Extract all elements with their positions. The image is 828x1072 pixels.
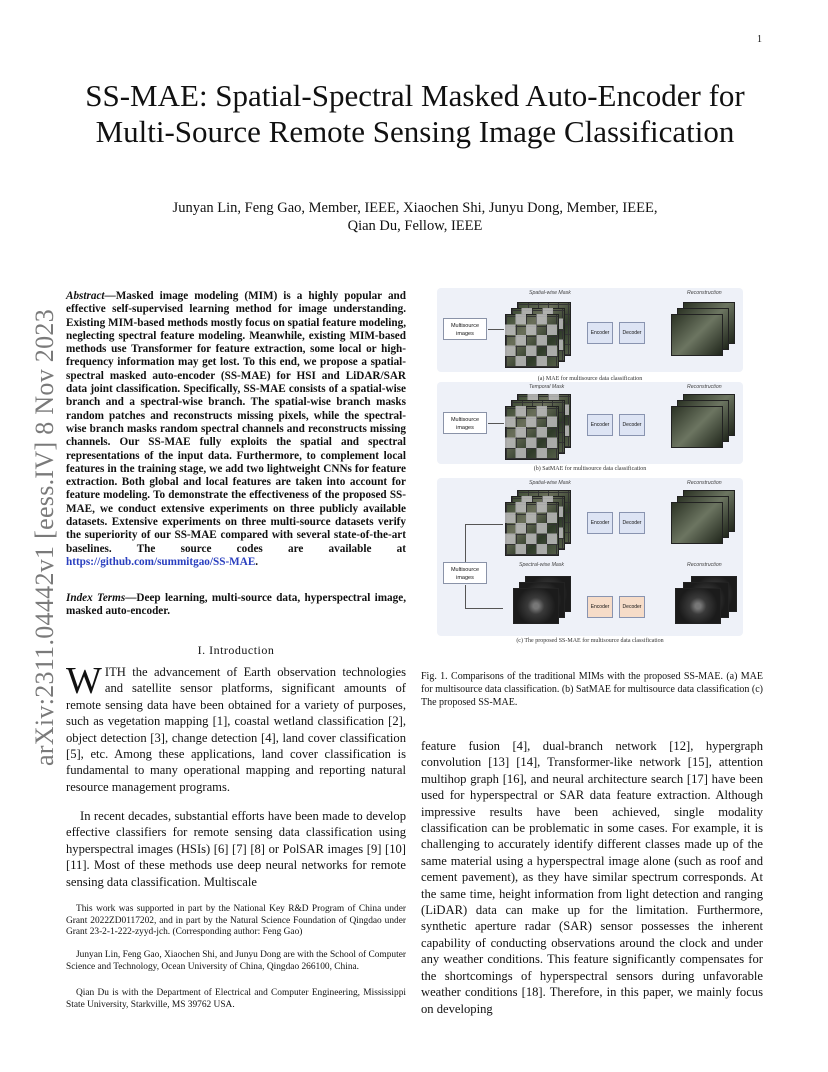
reconstruction-image [671,406,723,448]
arrow [488,423,504,424]
figure-panel-c [437,478,743,644]
encoder-block: Encoder [587,322,613,344]
reconstruction-label: Reconstruction [687,562,722,568]
multisource-images-box: Multisource images [443,562,487,584]
source-code-link[interactable]: https://github.com/summitgao/SS-MAE [66,555,256,568]
reconstruction-image [671,314,723,356]
authors-line-1: Junyan Lin, Feng Gao, Member, IEEE, Xiaochen Shi, Junyu Dong, Member, IEEE, [172,200,658,216]
index-terms-heading: Index Terms [66,592,126,604]
intro-paragraph-2: In recent decades, substantial efforts have been made to develop effective classifiers for remote sensing data classification using hyperspectral images (HSIs) [6] [7] [8] or PolSAR images [9] [10] [11]. Most of these methods use deep neural networks for remote sensing data classification. Multiscale [66,809,406,889]
arrow [465,524,503,525]
reconstructed-sar-image [675,588,721,624]
author-list [100,199,730,235]
multisource-images-box: Multisource images [443,318,487,340]
decoder-block: Decoder [619,414,645,436]
index-terms [66,592,406,619]
spatial-mask-label: Spatial-wise Mask [529,480,571,486]
encoder-block: Encoder [587,512,613,534]
encoder-block: Encoder [587,414,613,436]
panel-c-caption: (c) The proposed SS-MAE for multisource data classification [516,638,664,644]
figure-1 [437,284,743,644]
drop-cap: W [66,660,102,702]
authors-line-2: Qian Du, Fellow, IEEE [347,218,483,234]
right-column-paragraph: feature fusion [4], dual-branch network [12], hypergraph convolution [13] [14], Transformer-like network [15], attention multihop graph [16], and neural architecture search [17] have been used for hyperspectral or SAR data feature extraction. Although impressive results have been achieved, single modality classification can be problematic in some cases. For example, it is challenging to accurately identify different classes made up of the same material using a hyperspectral image alone (such as roof and cement pavement), as they have similar spectrum corresponds. At the same time, height information from light detection and ranging (LiDAR) data can make up for the limitation. Furthermore, synthetic aperture radar (SAR) sensor possesses the inherent capability of conducting observations around the clock and under any weather conditions. This feature significantly compensates for the shortcomings of hyperspectral sensors during unfavorable weather conditions [18]. Therefore, in this paper, we mainly focus on developing [421,739,763,1016]
sar-image [513,588,559,624]
spectral-mask-label: Spectral-wise Mask [519,562,564,568]
intro-paragraph-1: WITH the advancement of Earth observation technologies and satellite sensor platforms, significant amounts of remote sensing data have been obtained for a variety of purposes, such as vegetation mapping [1], coastal wetland classification [2], object detection [3], change detection [4], land cover classification [5], etc. Among these applications, land cover classification is fundamental to many operational mapping and reporting natural resource management programs. [66,660,406,794]
reconstruction-label: Reconstruction [687,384,722,390]
arrow [488,329,504,330]
index-terms-body: —Deep learning, multi-source data, hyperspectral image, masked auto-encoder. [66,592,406,618]
abstract-heading: Abstract [66,290,105,302]
reconstruction-image [671,502,723,544]
multisource-images-box: Multisource images [443,412,487,434]
abstract: Abstract—Masked image modeling (MIM) is a highly popular and effective self-supervised learning method for image understanding. Existing MIM-based methods mostly focus on spatial feature modeling, neglecting spectral feature modeling. Meanwhile, existing MIM-based methods use Transformer for feature extraction, some local or high-frequency information may get lost. To this end, we propose a spatial-spectral masked auto-encoder (SS-MAE) for HSI and LiDAR/SAR data joint classification. Specifically, SS-MAE consists of a spatial-wise branch and a spectral-wise branch. The spatial-wise branch masks random patches and reconstructs missing pixels, while the spectral-wise branch masks random spectral channels and reconstructs missing channels. Our SS-MAE fully exploits the spatial and spectral representations of the input data. Furthermore, to complement local features in the training stage, we add two lightweight CNNs for feature extraction. Both global and local features are taken into account for feature modeling. To demonstrate the effectiveness of the proposed SS-MAE, we conduct extensive experiments on three publicly available datasets. Extensive experiments on three multi-source datasets verify the superiority of our SS-MAE compared with several state-of-the-art baselines. The source codes are available at https://github.com/summitgao/SS-MAE. [66,290,406,568]
panel-b-caption: (b) SatMAE for multisource data classification [533,466,647,472]
paper-title: SS-MAE: Spatial-Spectral Masked Auto-Encoder for Multi-Source Remote Sensing Image Classification [85,78,745,149]
decoder-block: Decoder [619,322,645,344]
arrow [465,585,466,609]
figure-panel-a [437,288,743,382]
mask-pattern [505,314,557,366]
arxiv-identifier: arXiv:2311.04442v1 [eess.IV] 8 Nov 2023 [30,308,59,766]
footnote-affiliation-2: Qian Du is with the Department of Electrical and Computer Engineering, Mississippi State University, Starkville, MS 39762 USA. [66,988,406,1010]
mask-pattern [505,502,557,554]
figure-1-caption: Fig. 1. Comparisons of the traditional MIMs with the proposed SS-MAE. (a) MAE for multisource data classification. (b) SatMAE for multisource data classification (c) The proposed SS-MAE. [421,671,763,708]
decoder-block: Decoder [619,596,645,618]
temporal-mask-label: Temporal Mask [529,384,565,390]
footnote-funding: This work was supported in part by the National Key R&D Program of China under Grant 2022ZD0117202, and in part by the Natural Science Foundation of Qingdao under Grant 23-2-1-222-zyyd-jch. (Corresponding author: Feng Gao) [66,904,406,938]
encoder-block: Encoder [587,596,613,618]
mask-pattern [505,406,557,458]
page-number: 1 [757,34,762,45]
arxiv-sidebar [10,286,59,766]
arrow [465,524,466,562]
section-heading-introduction: I. Introduction [197,643,275,657]
spatial-mask-label: Spatial-wise Mask [529,290,571,296]
figure-panel-b [437,382,743,472]
reconstruction-label: Reconstruction [687,290,722,296]
arrow [465,608,503,609]
panel-a-caption: (a) MAE for multisource data classification [537,376,643,382]
footnote-affiliation-1: Junyan Lin, Feng Gao, Xiaochen Shi, and Junyu Dong are with the School of Computer Science and Technology, Ocean University of China, Qingdao 266100, China. [66,950,406,972]
reconstruction-label: Reconstruction [687,480,722,486]
abstract-body: —Masked image modeling (MIM) is a highly popular and effective self-supervised learning method for image understanding. Existing MIM-based methods mostly focus on spatial feature modeling, neglecting spectral feature modeling. Meanwhile, existing MIM-based methods use Transformer for feature extraction, some local or high-frequency information may get lost. To this end, we propose a spatial-spectral masked auto-encoder (SS-MAE) for HSI and LiDAR/SAR data joint classification. Specifically, SS-MAE consists of a spatial-wise branch and a spectral-wise branch. The spatial-wise branch masks random patches and reconstructs missing pixels, while the spectral-wise branch masks random spectral channels and reconstructs missing channels. Our SS-MAE fully exploits the spatial and spectral representations of the input data. Furthermore, to complement local features in the training stage, we add two lightweight CNNs for feature extraction. Both global and local features are taken into account for feature modeling. To demonstrate the effectiveness of the proposed SS-MAE, we conduct extensive experiments on three publicly available datasets. Extensive experiments on three multi-source datasets verify the superiority of our SS-MAE compared with several state-of-the-art baselines. The source codes are available at [66,290,406,555]
decoder-block: Decoder [619,512,645,534]
